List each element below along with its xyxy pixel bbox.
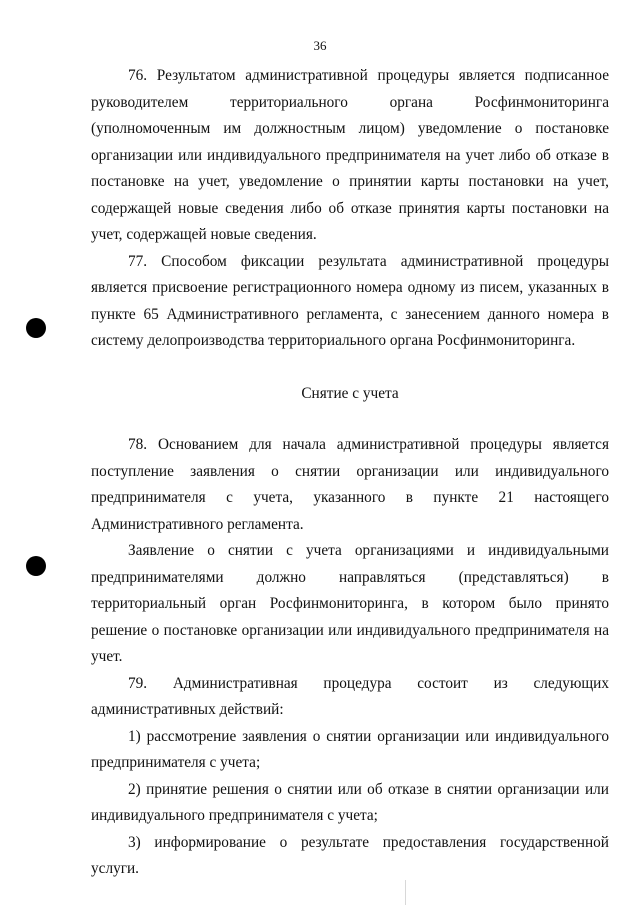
paragraph-78-continued: Заявление о снятии с учета организациями и индивидуальными предпринимателями должно направляться (представляться) в территориальный орган Росфинмониторинга, в котором было принято решение о постановке организации или индивидуального предпринимателя на учет.: [91, 542, 609, 665]
scan-artifact-line: [405, 880, 406, 905]
paragraph-79-item-2: 2) принятие решения о снятии или об отказе в снятии организации или индивидуального предпринимателя с учета;: [91, 780, 609, 824]
punch-hole-bottom: [26, 556, 46, 576]
paragraph-79-item-1: 1) рассмотрение заявления о снятии организации или индивидуального предпринимателя с учета;: [91, 727, 609, 771]
paragraph-79-item-3: 3) информирование о результате предоставления государственной услуги.: [91, 833, 609, 877]
paragraph-79: 79. Административная процедура состоит из следующих административных действий:: [91, 674, 609, 718]
document-body: [91, 63, 609, 883]
paragraph-76: 76. Результатом административной процедуры является подписанное руководителем территориального органа Росфинмониторинга (уполномоченным им должностным лицом) уведомление о постановке организации или индивидуального предпринимателя на учет либо об отказе в постановке на учет, уведомление о принятии карты постановки на учет, содержащей новые сведения либо об отказе принятия карты постановки на учет, содержащей новые сведения.: [91, 67, 609, 243]
page-number: 36: [313, 38, 327, 53]
punch-hole-top: [26, 318, 46, 338]
paragraph-77: 77. Способом фиксации результата административной процедуры является присвоение регистрационного номера одному из писем, указанных в пункте 65 Административного регламента, с занесением данного номера в систему делопроизводства территориального органа Росфинмониторинга.: [91, 252, 609, 349]
paragraph-78: 78. Основанием для начала административной процедуры является поступление заявления о снятии организации или индивидуального предпринимателя с учета, указанного в пункте 21 настоящего Административного регламента.: [91, 436, 609, 533]
section-heading: Снятие с учета: [301, 384, 399, 402]
